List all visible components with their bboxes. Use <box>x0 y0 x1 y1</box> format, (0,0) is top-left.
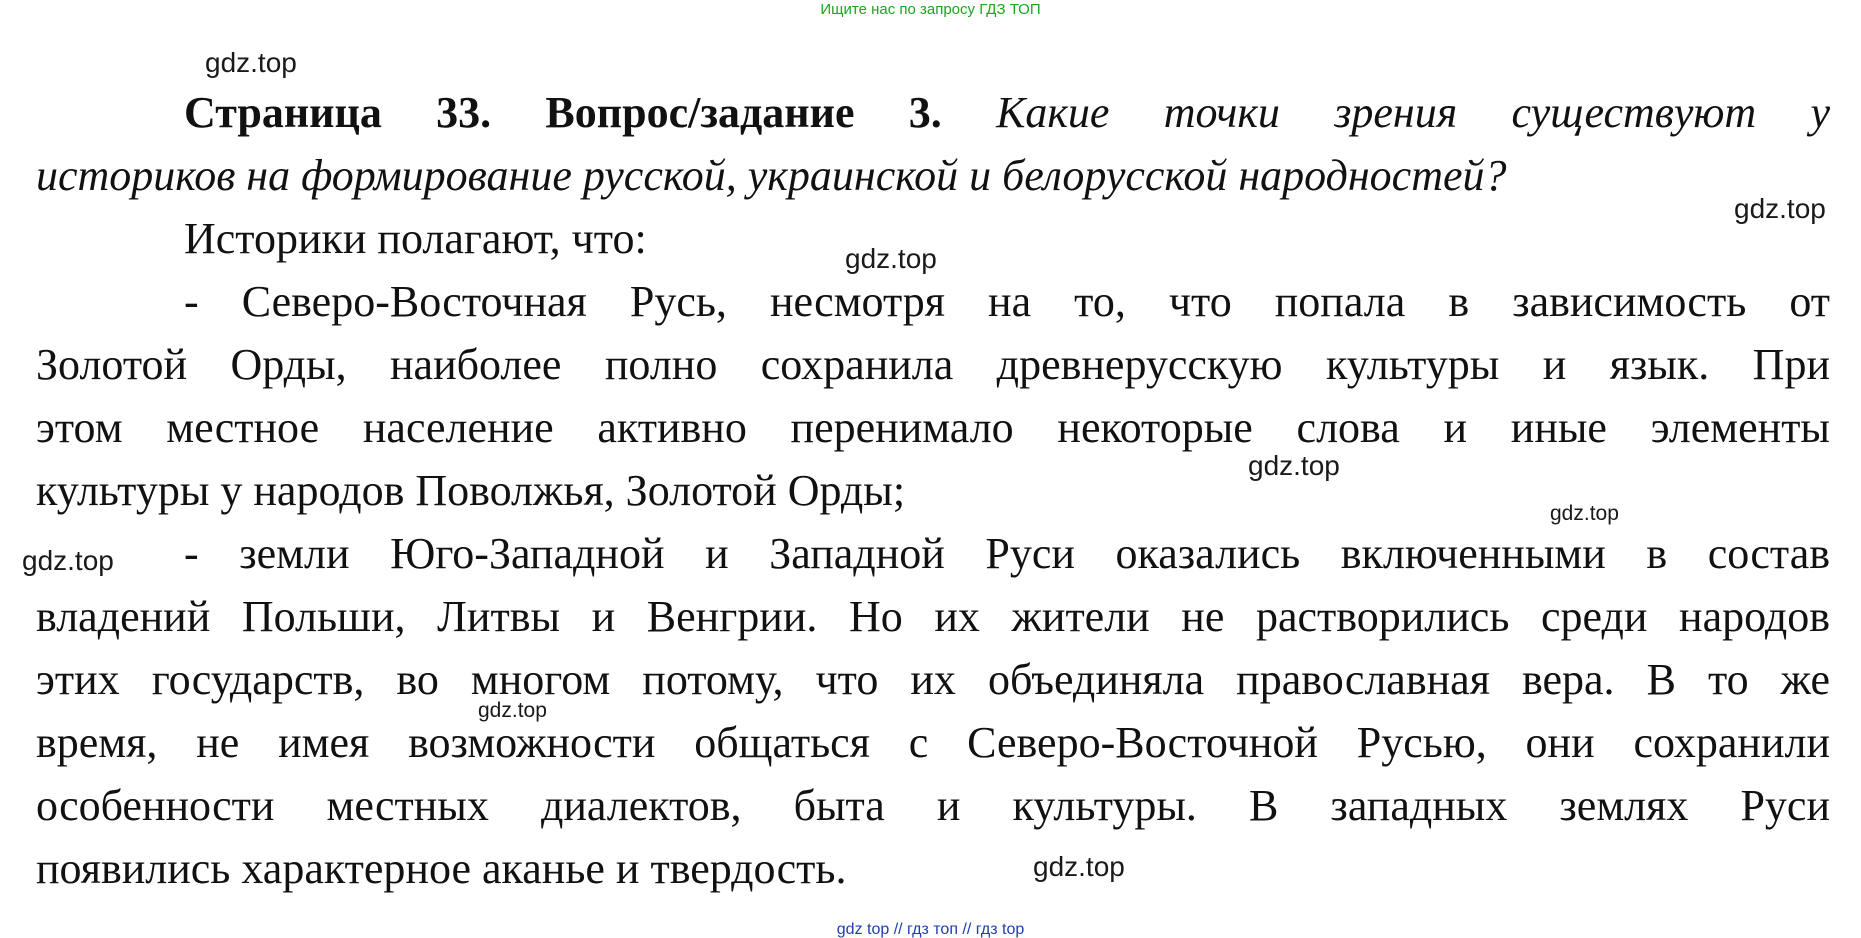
answer-line: особенности местных диалектов, быта и культуры. В западных землях Руси <box>36 781 1830 830</box>
watermark: gdz.top <box>845 243 937 274</box>
watermark: gdz.top <box>22 545 114 576</box>
watermark: gdz.top <box>1248 450 1340 481</box>
watermark: gdz.top <box>205 47 297 78</box>
answer-line: Золотой Орды, наиболее полно сохранила древнерусскую культуры и язык. При <box>36 340 1830 389</box>
question-text: Какие точки зрения существуют у <box>996 88 1831 137</box>
answer-line: время, не имея возможности общаться с Северо-Восточной Русью, они сохранили <box>36 718 1830 767</box>
answer-line: появились характерное аканье и твердость. <box>36 844 847 893</box>
answer-line: - земли Юго-Западной и Западной Руси оказались включенными в состав <box>184 529 1830 578</box>
question-number: Страница 33. Вопрос/задание 3. <box>184 88 942 137</box>
question-heading-line-2: историков на формирование русской, украинской и белорусской народностей? <box>36 151 1507 200</box>
watermark: gdz.top <box>1033 851 1125 882</box>
question-heading-line-1 <box>184 88 1831 137</box>
top-banner: Ищите нас по запросу ГДЗ ТОП <box>820 1 1041 18</box>
answer-line: культуры у народов Поволжья, Золотой Орды; <box>36 466 906 515</box>
footer-watermark: gdz top // гдз топ // гдз top <box>836 921 1025 938</box>
answer-line: этом местное население активно перенимало некоторые слова и иные элементы <box>36 403 1830 452</box>
answer-line: владений Польши, Литвы и Венгрии. Но их жители не растворились среди народов <box>36 592 1830 641</box>
answer-intro: Историки полагают, что: <box>184 214 647 263</box>
watermark: gdz.top <box>1734 193 1826 224</box>
watermark: gdz.top <box>1550 502 1619 525</box>
answer-line: - Северо-Восточная Русь, несмотря на то, что попала в зависимость от <box>184 277 1830 326</box>
watermark: gdz.top <box>478 699 547 722</box>
answer-line: этих государств, во многом потому, что их объединяла православная вера. В то же <box>36 655 1830 704</box>
